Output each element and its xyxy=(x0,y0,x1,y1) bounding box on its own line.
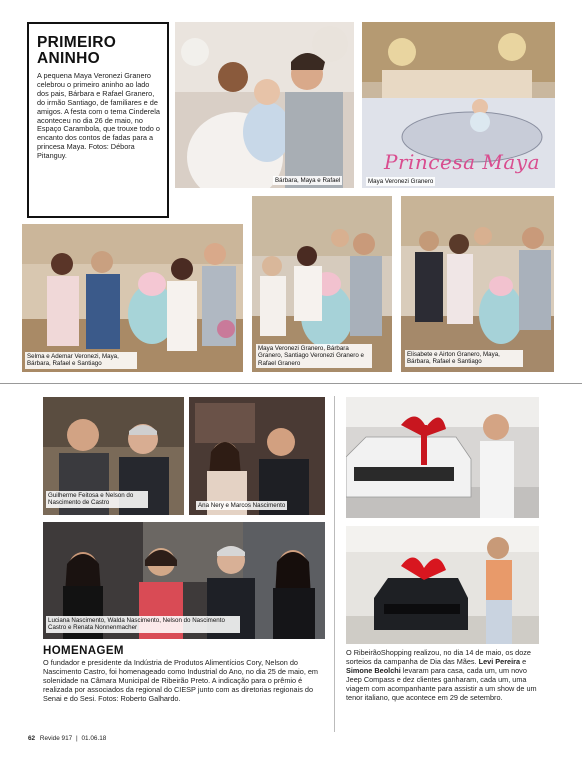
caption-photo-2: Maya Veronezi Granero xyxy=(368,178,434,185)
feature-box xyxy=(27,22,169,218)
shopping-body-pre: O RibeirãoShopping realizou, no dia 14 de maio, os doze sorteios da campanha de Dia das Mães. xyxy=(346,648,531,666)
feature-title-line1: PRIMEIRO xyxy=(37,34,117,51)
winner-levi-pereira: Levi Pereira xyxy=(478,656,521,666)
magazine-name: Revide 917 xyxy=(39,735,73,742)
photo-maya-veronezi-granero xyxy=(362,22,555,188)
photo-levi-pereira-jeep xyxy=(346,397,539,518)
caption-photo-1: Bárbara, Maya e Rafael xyxy=(275,177,341,184)
caption-photo-4: Maya Veronezi Granero, Bárbara Granero, Santiago Veronezi Granero e Rafael Granero xyxy=(256,344,372,368)
photo-guilherme-nelson xyxy=(43,397,184,515)
shopping-connector: e xyxy=(522,656,527,666)
page-footer xyxy=(28,735,106,742)
photo-ana-marcos xyxy=(189,397,325,515)
photo-barbara-maya-rafael xyxy=(175,22,354,188)
footer-separator: | xyxy=(76,735,78,742)
photo-maya-barbara-santiago-rafael xyxy=(252,196,392,372)
caption-ana-marcos: Ana Nery e Marcos Nascimento xyxy=(198,502,286,509)
page-number: 62 xyxy=(28,735,36,742)
homenagem-title: HOMENAGEM xyxy=(43,645,124,657)
caption-guilherme-nelson: Guilherme Feitosa e Nelson do Nascimento de Castro xyxy=(46,491,148,508)
issue-date: 01.06.18 xyxy=(81,735,107,742)
homenagem-body: O fundador e presidente da Indústria de Produtos Alimentícios Cory, Nelson do Nascimento Castro, foi homenageado como Industrial do Ano, no dia 25 de maio, em solenidade na Câmara Municipal de Ribeirão Preto. A indicação para o prêmio é realizada por associados da regional do CIESP junto com as diretorias regionais do Senai e do Sesi. Fotos: Roberto Galhardo. xyxy=(43,658,319,703)
photo-simone-beolchi-jeep xyxy=(346,526,539,644)
column-divider xyxy=(334,396,335,732)
shopping-body-post: levaram para casa, cada um, um novo Jeep Compass e dez clientes ganharam, cada um, uma viagem com acompanhante para assistir a um show de um tenor italiano, que acontece em 29 de setembro. xyxy=(346,665,537,702)
caption-photo-5: Elisabete e Airton Granero, Maya, Bárbara, Rafael e Santiago xyxy=(405,350,523,367)
section-divider xyxy=(0,383,582,384)
princesa-maya-banner: Princesa Maya xyxy=(384,150,541,174)
photo-selma-ademar xyxy=(22,224,243,372)
caption-photo-3: Selma e Ademar Veronezi, Maya, Bárbara, Rafael e Santiago xyxy=(25,352,137,369)
photo-elisabete-airton xyxy=(401,196,554,372)
caption-luciana-walda-nelson-renata: Luciana Nascimento, Walda Nascimento, Nelson do Nascimento Castro e Renata Nonnenmacher xyxy=(46,616,240,633)
photo-luciana-walda-nelson-renata xyxy=(43,522,325,639)
winner-simone-beolchi: Simone Beolchi xyxy=(346,665,401,675)
feature-body: A pequena Maya Veronezi Granero celebrou o primeiro aninho ao lado dos pais, Bárbara e Rafael Granero, do irmão Santiago, de familiares e de amigos. A festa com o tema Cinderela aconteceu no dia 26 de maio, no Espaço Carambola, que trouxe todo o encanto dos contos de fadas para a princesa Maya. Fotos: Débora Pitanguy. xyxy=(37,71,160,161)
shopping-body xyxy=(346,649,540,702)
feature-title-line2: ANINHO xyxy=(37,50,100,67)
